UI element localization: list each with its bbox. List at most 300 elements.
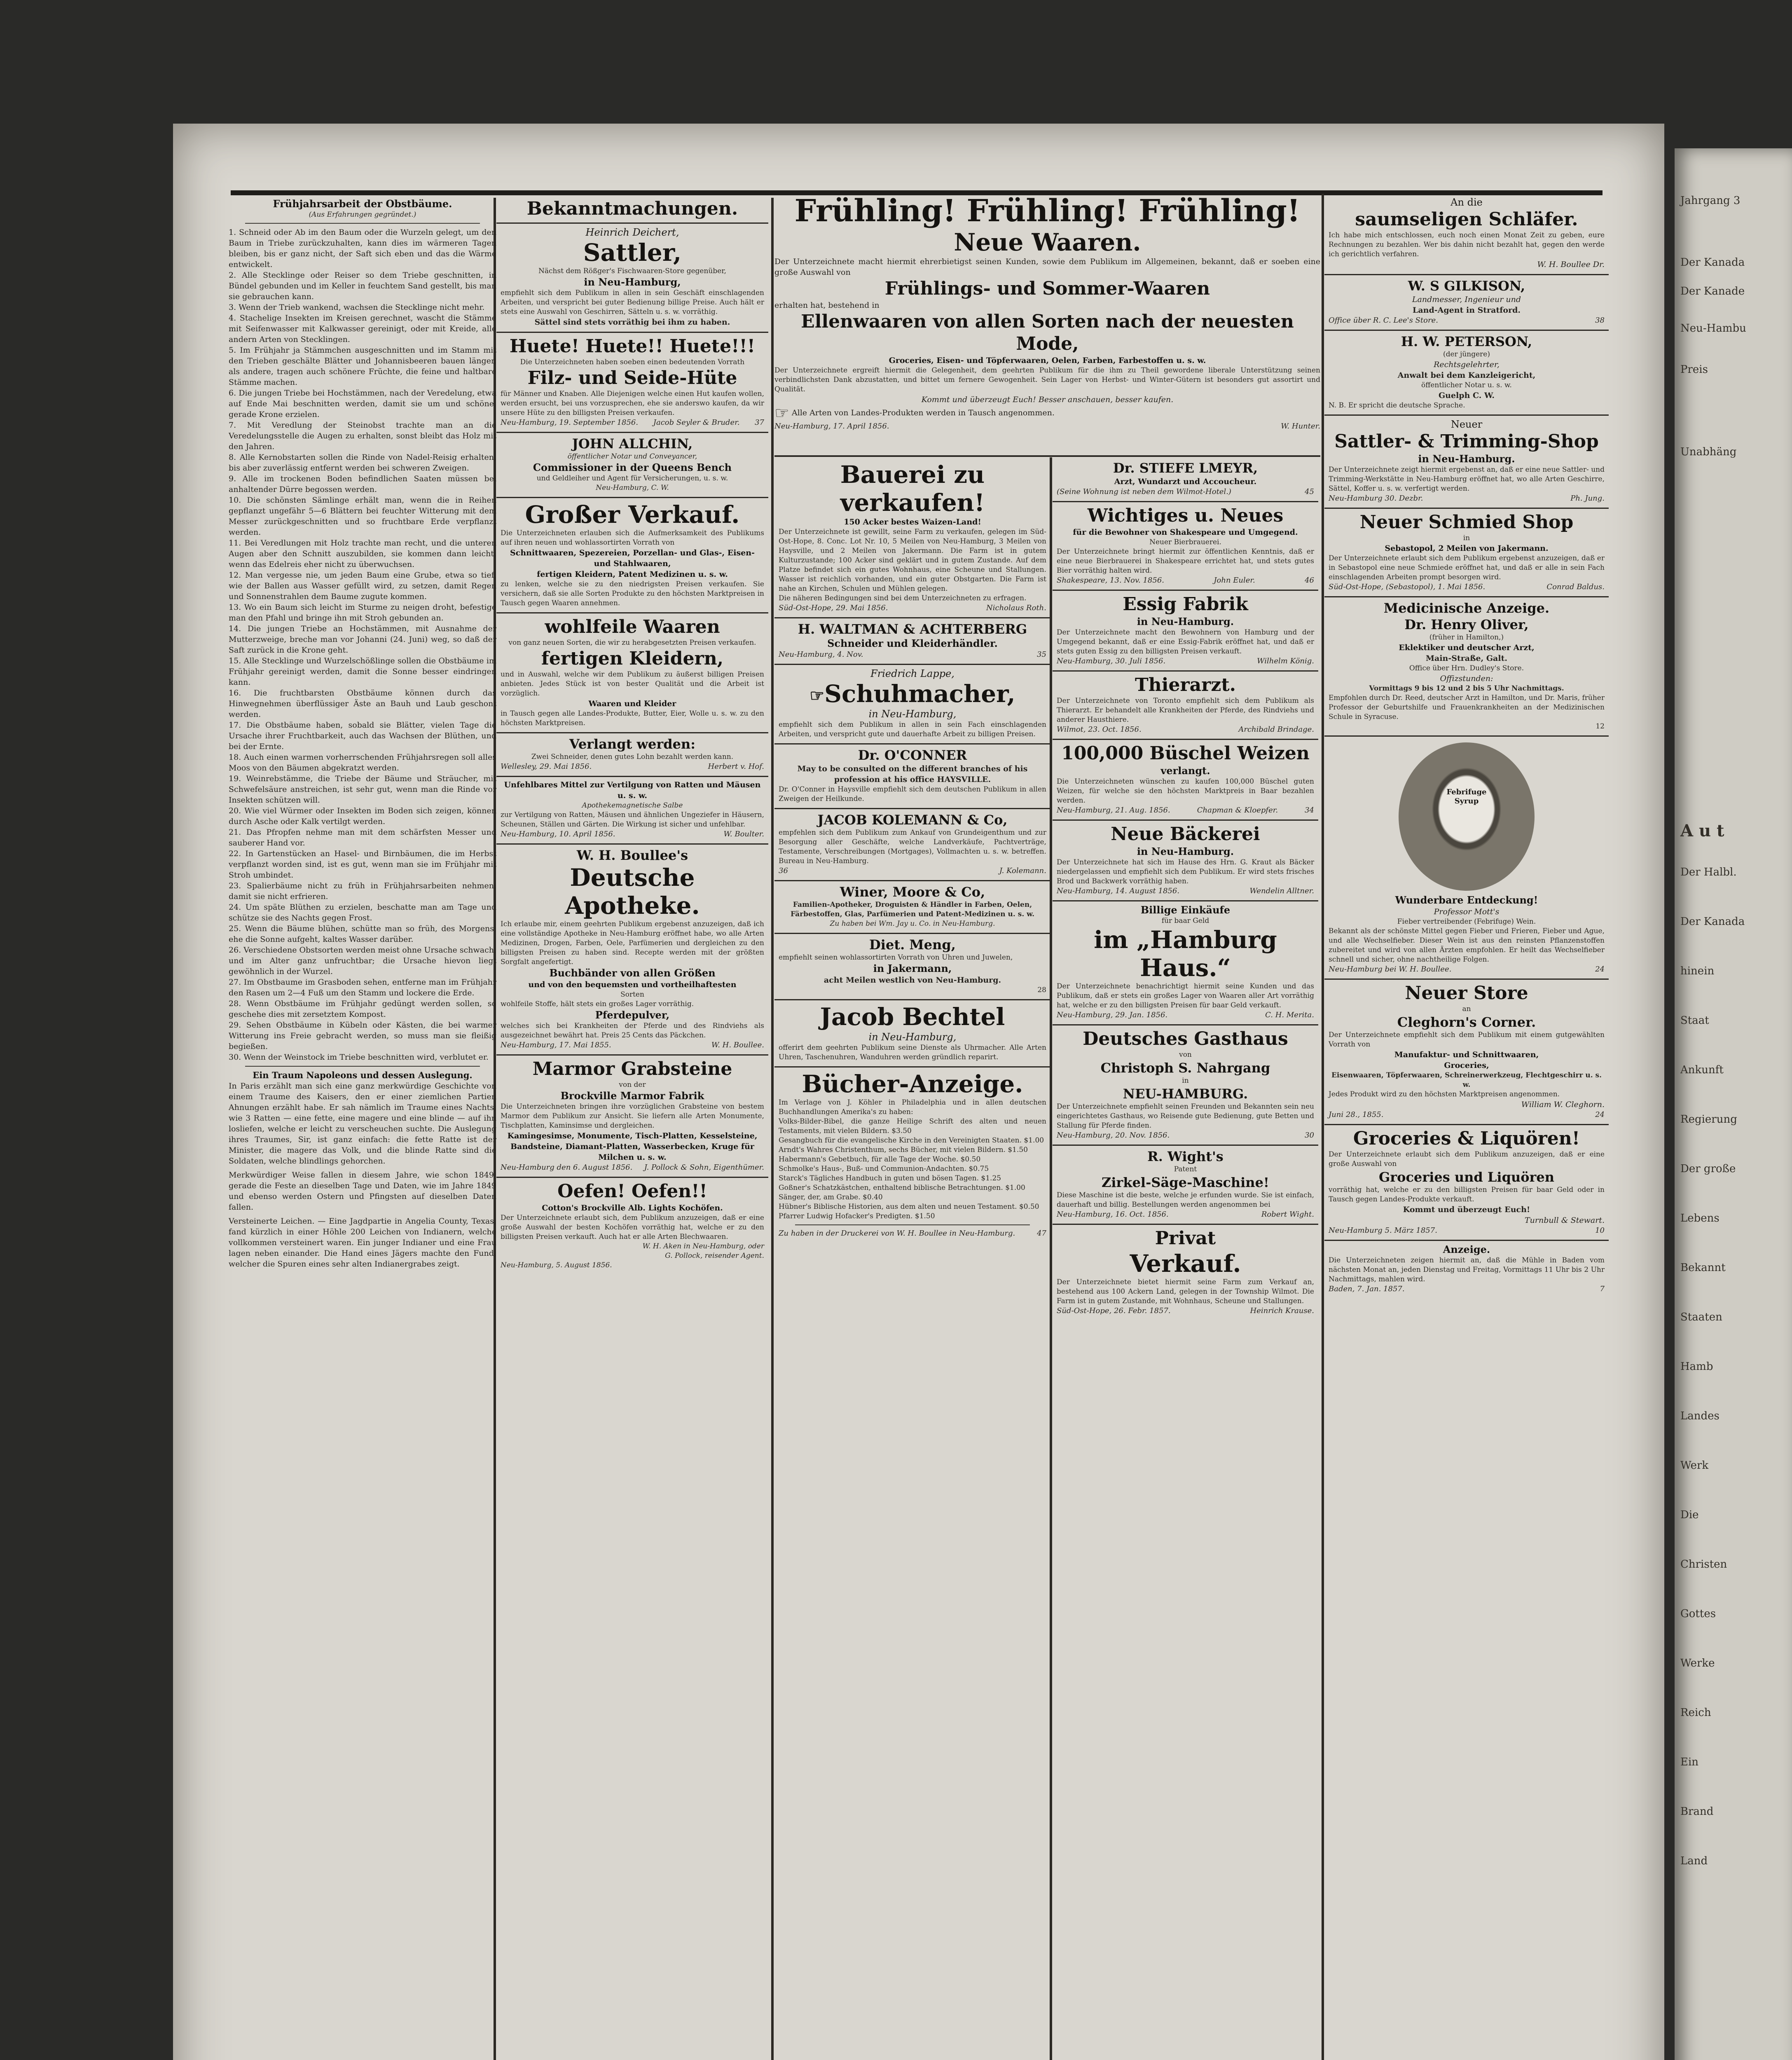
- ad-wichtiges-neues: [1053, 502, 1318, 591]
- ad-number: 28: [1037, 986, 1046, 994]
- ad-title: Verkauf.: [1130, 1250, 1241, 1278]
- ad-title: Oefen! Oefen!!: [557, 1181, 707, 1202]
- ad-deutsches-gasthaus: [1053, 1025, 1318, 1146]
- ad-subtitle: Filz- und Seide-Hüte: [527, 368, 737, 389]
- column-divider: [771, 198, 774, 2060]
- ad-rattengift: [496, 777, 768, 845]
- ad-neuer-schmied: [1324, 509, 1609, 597]
- ad-bauerei: [774, 458, 1050, 618]
- ad-items: Schnittwaaren, Spezereien, Porzellan- und Glas-, Eisen- und Stahlwaaren,: [510, 548, 755, 568]
- ad-title: Privat: [1155, 1228, 1216, 1249]
- ad-place: in Neu-Hamburg.: [1418, 453, 1515, 465]
- list-item: Schmolke's Haus-, Buß- und Communion-Andachten. $0.75: [779, 1165, 989, 1173]
- ad-body: vorräthig hat, welche er zu den billigsten Preisen für baar Geld oder in Tausch gegen Landes-Produkte verkauft.: [1329, 1186, 1605, 1203]
- ad-date: Neu-Hamburg, 5. August 1856.: [501, 1261, 612, 1269]
- ad-body: Der Unterzeichnete bringt hiermit zur öffentlichen Kenntnis, daß er eine neue Bierbrauerei in Shakespeare errichtet hat, und stets gutes Bier vorräthig halten wird.: [1057, 548, 1314, 575]
- ad-place: in Jakermann,: [873, 962, 952, 974]
- ad-date: Süd-Ost-Hope, (Sebastopol), 1. Mai 1856.: [1329, 583, 1486, 591]
- ad-sub: Office über R. C. Lee's Store.: [1329, 316, 1438, 325]
- ad-peterson: [1324, 331, 1609, 416]
- ad-body: für Männer und Knaben. Alle Diejenigen welche einen Hut kaufen wollen, werden ersucht, bei uns vorzusprechen, ehe sie anderswo kaufen, da wir unsere Hüte zu den billigsten Preisen verkaufen.: [501, 390, 764, 417]
- paragraph: 24. Um späte Blüthen zu erzielen, beschatte man am Tage und schütze sie des Nachts gegen Frost.: [229, 903, 496, 922]
- paragraph: 17. Die Obstbäume haben, sobald sie Blätter, vielen Tage die Ursache ihrer Fruchtbarkeit, auch das Wachsen der Blüthen, und bei der Ernte.: [229, 721, 496, 751]
- right-fragment-line: Lebens: [1680, 1212, 1719, 1224]
- ad-note: Kommt und überzeugt Euch!: [1403, 1205, 1530, 1214]
- paragraph: 13. Wo ein Baum sich leicht im Sturme zu neigen droht, befestige man den Pfahl und bringe ihn mit Stroh gebunden an.: [229, 603, 496, 623]
- ad-buecher-anzeige: [774, 1067, 1050, 1243]
- ad-place: Guelph C. W.: [1438, 391, 1495, 400]
- paragraph: 27. Im Obstbaume im Grasboden sehen, entferne man im Frühjahr den Rasen um 2—4 Fuß um den Stamm und lockere die Erde.: [229, 978, 496, 997]
- ad-body: Der Unterzeichnete hat sich im Hause des Hrn. G. Kraut als Bäcker niedergelassen und empfiehlt sich dem Publikum. Er wird stets frisches Brod und Backwerk vorräthig haben.: [1057, 858, 1314, 885]
- right-fragment-line: Land: [1680, 1855, 1708, 1867]
- ad-items: Eisenwaaren, Töpferwaaren, Schreinerwerkzeug, Flechtgeschirr u. s. w.: [1331, 1071, 1602, 1089]
- ad-title: Winer, Moore & Co,: [840, 884, 985, 900]
- ad-sub: Familien-Apotheker, Droguisten & Händler in Farben, Oelen, Färbestoffen, Glas, Parfümerien und Patent-Medizinen u. s. w.: [790, 901, 1035, 918]
- right-fragment-line: Der Kanade: [1680, 285, 1745, 297]
- ad-big: Groceries und Liquören: [1378, 1169, 1555, 1185]
- ad-body: zur Vertilgung von Ratten, Mäusen und ähnlichen Ungeziefer in Häusern, Scheunen, Ställen und Gärten. Die Wirkung ist sicher und unfehlbar.: [501, 811, 764, 829]
- column-1-fruit-trees: [229, 198, 496, 2060]
- ad-date: Juni 28., 1855.: [1329, 1110, 1384, 1119]
- ad-sign: G. Pollock, reisender Agent.: [665, 1252, 764, 1260]
- right-fragment-line: Der Kanada: [1680, 256, 1745, 269]
- ad-number: 45: [1305, 487, 1314, 496]
- right-fragment-line: Ankunft: [1680, 1064, 1724, 1076]
- ad-sub: (früher in Hamilton,): [1429, 633, 1504, 641]
- article-title: Frühjahrsarbeit der Obstbäume.: [273, 198, 452, 210]
- ad-sign: Turnbull & Stewart.: [1524, 1216, 1605, 1225]
- ad-date: Neu-Hamburg, 20. Nov. 1856.: [1057, 1131, 1170, 1140]
- paragraph: 28. Wenn Obstbäume im Frühjahr gedüngt werden sollen, so geschehe dies mit zersetztem Kompost.: [229, 999, 496, 1019]
- ad-lead: Nächst dem Rößger's Fischwaaren-Store gegenüber,: [538, 267, 726, 275]
- ad-number: 10: [1595, 1226, 1605, 1235]
- list-item: Pfarrer Ludwig Hofacker's Predigten. $1.50: [779, 1212, 935, 1220]
- story-body: Versteinerte Leichen. — Eine Jagdpartie in Angelia County, Texas, fand kürzlich in einer Höhle 200 Leichen von Indianern, welche vollkommen versteinert waren. Ein junger Indianer und eine Frau lagen neben einander. Die Hand eines Jägers machte den Fund, welcher die Spuren eines sehr alten Indianergrabes zeigt.: [229, 1217, 496, 1269]
- ad-neue-baeckerei: [1053, 821, 1318, 901]
- ad-sign: Ph. Jung.: [1570, 494, 1605, 503]
- adjacent-page-fragment: [1675, 148, 1792, 2060]
- ad-title: Jacob Bechtel: [820, 1003, 1005, 1031]
- ad-body: Zu haben bei Wm. Jay u. Co. in Neu-Hamburg.: [830, 920, 995, 928]
- ad-title: Neue Bäckerei: [1111, 824, 1260, 845]
- ad-title: Essig Fabrik: [1123, 594, 1248, 615]
- pointing-hand-icon: ☞: [774, 404, 789, 423]
- ad-body: Der Unterzeichnete benachrichtigt hiermit seine Kunden und das Publikum, daß er stets ein großes Lager von Waaren aller Art vorräthig hat, welche er zu den billigsten Preisen für baar Geld verkauft.: [1057, 982, 1314, 1009]
- paragraph: 6. Die jungen Triebe bei Hochstämmen, nach der Veredelung, etwa auf Ende Mai beschnitten werden, damit sie um und schöne, gerade Krone erzielen.: [229, 389, 496, 419]
- ad-body: Die Unterzeichneten wünschen zu kaufen 100,000 Büschel guten Weizen, für welche sie den höchsten Marktpreis in Baar bezahlen werden.: [1057, 777, 1314, 805]
- ad-title: JACOB KOLEMANN & Co,: [817, 812, 1008, 828]
- list-item: Sänger, der, am Grabe. $0.40: [779, 1193, 883, 1201]
- ad-items: Manufaktur- und Schnittwaaren,: [1394, 1050, 1539, 1059]
- ad-title: Bücher-Anzeige.: [802, 1070, 1023, 1098]
- paragraph: 19. Weinrebstämme, die Triebe der Bäume und Sträucher, mit Schwefelsäure anstreichen, ist sehr gut, wenn man die Rinde vor Insekten schützen will.: [229, 774, 496, 805]
- story-body: In Paris erzählt man sich eine ganz merkwürdige Geschichte von einem Traume des Kaisers, den er einer ziemlichen Partien Ahnungen erzählt habe. Er sah nämlich im Traume eines Nachts, wie 3 Ratten — eine fette, eine magere und eine blinde — auf ihn losliefen, welche er leicht zu verscheuchen suchte. Die Auslegung ihres Traumes, Sir, ist ganz einfach: die fette Ratte ist der Minister, die magere das Volk, und die blinde Ratte sind die Soldaten, welche blindlings gehorchen.: [229, 1082, 496, 1166]
- ad-anzeige-muehle: [1324, 1241, 1609, 1298]
- ad-note-text: Alle Arten von Landes-Produkten werden in Tausch angenommen.: [791, 408, 1055, 417]
- list-item: Goßner's Schatzkästchen, enthaltend biblische Betrachtungen. $1.00: [779, 1184, 1025, 1192]
- right-fragment-line: Bekannt: [1680, 1262, 1726, 1274]
- ad-sign: John Euler.: [1214, 576, 1255, 585]
- ad-body: Ich habe mich entschlossen, euch noch einen Monat Zeit zu geben, eure Rechnungen zu bezahlen. Wer bis dahin nicht bezahlt hat, gegen den werde ich gerichtlich verfahren.: [1329, 231, 1605, 258]
- ad-title: wohlfeile Waaren: [545, 616, 720, 637]
- ad-head: Neuer: [1450, 419, 1483, 430]
- right-fragment-line: Ein: [1680, 1756, 1699, 1768]
- ad-items: fertigen Kleidern, Patent Medizinen u. s. w.: [537, 570, 728, 579]
- ad-date: Süd-Ost-Hope, 26. Febr. 1857.: [1057, 1306, 1171, 1315]
- ad-body: (Seine Wohnung ist neben dem Wilmot-Hotel.): [1057, 487, 1231, 496]
- ad-title: Diet. Meng,: [869, 937, 956, 953]
- list-item: Hübner's Biblische Historien, aus dem alten und neuen Testament. $0.50: [779, 1203, 1039, 1211]
- ad-title: Medicinische Anzeige.: [1383, 600, 1550, 616]
- ad-role: und Geldleiher und Agent für Versicherungen, u. s. w.: [536, 474, 728, 482]
- right-fragment-line: Der Halbl.: [1680, 866, 1737, 878]
- ad-title-text: Schuhmacher,: [824, 680, 1015, 708]
- ad-neuer-store: [1324, 980, 1609, 1125]
- ad-sign: W. Boulter.: [723, 830, 764, 838]
- ad-number: 7: [1600, 1285, 1605, 1293]
- ad-body: empfiehlt seinen wohlassortirten Vorrath von Uhren und Juwelen,: [779, 953, 1013, 962]
- ad-place: Neu-Hamburg, C. W.: [596, 484, 669, 492]
- ad-note: Kommt und überzeugt Euch! Besser anschauen, besser kaufen.: [921, 395, 1174, 404]
- ad-title: Dr. O'CONNER: [858, 747, 967, 763]
- ad-sub: Brockville Marmor Fabrik: [560, 1090, 704, 1102]
- ad-body: Der Unterzeichnete zeigt hiermit ergebenst an, daß er eine neue Sattler- und Trimming-Werkstätte in Neu-Hamburg eröffnet hat, wo alle Arten Geschirre, Sättel, Koffer u. s. w. verfertigt werden.: [1329, 466, 1605, 493]
- ad-place: in: [1463, 534, 1470, 542]
- ad-body: Der Unterzeichnete bietet hiermit seine Farm zum Verkauf an, bestehend aus 100 Ackern Land, gelegen in der Township Wilmot. Die Farm ist in gutem Zustande, mit Wohnhaus, Scheune und Stallungen.: [1057, 1278, 1314, 1305]
- ad-date: Neu-Hamburg, 30. Juli 1856.: [1057, 657, 1166, 665]
- ad-schuhmacher: [774, 665, 1050, 744]
- ad-sub: für baar Geld: [1161, 917, 1209, 925]
- paragraph: 12. Man vergesse nie, um jeden Baum eine Grube, etwa so tief, wie der Ballen aus Wasser gefüllt wird, zu setzen, damit Regen und Sonnenstrahlen dem Baume zugute kommen.: [229, 571, 496, 601]
- ad-body: Diese Maschine ist die beste, welche je erfunden wurde. Sie ist einfach, dauerhaft und billig. Bestellungen werden angenommen bei: [1057, 1191, 1314, 1209]
- ad-waltman: [774, 618, 1050, 665]
- ad-zirkel-saege: [1053, 1146, 1318, 1225]
- ad-lead: Der Unterzeichnete macht hiermit ehrerbietigst seinen Kunden, sowie dem Publikum im Allgemeinen, bekannt, daß er soeben eine große Auswahl von: [774, 257, 1320, 277]
- ad-title: Groceries & Liquören!: [1353, 1128, 1580, 1149]
- ad-date: Neu-Hamburg, 19. September 1856.: [501, 418, 639, 427]
- ad-sub: Neuer Bierbrauerei.: [1149, 538, 1221, 546]
- ad-place: in Neu-Hamburg,: [868, 708, 957, 720]
- ad-wohlfeile-waaren: [496, 613, 768, 733]
- ad-sign: Conrad Baldus.: [1546, 583, 1605, 591]
- list-item: Volks-Bilder-Bibel, die ganze Heilige Schrift des alten und neuen Testaments, mit vielen Bildern. $3.50: [779, 1117, 1046, 1135]
- ad-dr-stiefelmeyr: [1053, 457, 1318, 502]
- ad-body: Die Unterzeichneten bringen ihre vorzüglichen Grabsteine von bestem Marmor dem Publikum zur Ansicht. Sie liefern alle Arten Monumente, Tischplatten, Kaminsimse und dergleichen.: [501, 1103, 764, 1130]
- right-fragment-line: Regierung: [1680, 1113, 1737, 1126]
- paragraph: 7. Mit Veredlung der Steinobst trachte man an die Veredelungsstelle die Augen zu erhalten, sonst bleibt das Holz mit den Jahren.: [229, 421, 496, 451]
- ad-head: An die: [1450, 197, 1483, 208]
- ad-sign: J. Kolemann.: [999, 866, 1046, 875]
- paragraph: 25. Wenn die Bäume blühen, schütte man so früh, des Morgens, ehe die Sonne aufgeht, kaltes Wasser darüber.: [229, 924, 496, 944]
- ad-sub: Anwalt bei dem Kanzleigericht,: [1397, 371, 1536, 380]
- ad-lead: erhalten hat, bestehend in: [774, 301, 880, 310]
- ad-sign: W. H. Aken in Neu-Hamburg, oder: [642, 1242, 764, 1250]
- ad-place: in Neu-Hamburg.: [1137, 616, 1234, 627]
- ad-place: in Neu-Hamburg.: [1137, 845, 1234, 857]
- list-item: Starck's Tägliches Handbuch in guten und bösen Tagen. $1.25: [779, 1174, 1001, 1182]
- paragraph: 22. In Gartenstücken an Hasel- und Birnbäumen, die im Herbst verpflanzt worden sind, ist es gut, wenn man sie im Frühjahr mit Stroh umbindet.: [229, 849, 496, 880]
- ad-lead: Die Unterzeichneten haben soeben einen bedeutenden Vorrath: [520, 358, 745, 366]
- ad-note: N. B. Er spricht die deutsche Sprache.: [1329, 401, 1465, 410]
- right-fragment-line: Unabhäng: [1680, 446, 1737, 458]
- paragraph: 5. Im Frühjahr ja Stämmchen ausgeschnitten und im Stamm mit den Trieben geschälte Blätter und Johannisbeeren bauen länger, als andere, tragen auch schönere Früchte, die feine und haltbare Stämme machen.: [229, 346, 496, 387]
- ad-title: Neuer Store: [1405, 983, 1528, 1004]
- ad-sub: Pferdepulver,: [595, 1009, 670, 1021]
- ad-body: Die Unterzeichneten zeigen hiermit an, daß die Mühle in Baden vom nächsten Monat an, jeden Dienstag und Freitag, Vormittags 11 Uhr bis 2 Uhr Nachmittags, mahlen wird.: [1329, 1256, 1605, 1283]
- pointing-hand-icon: ☞: [809, 686, 825, 705]
- ad-lead: von ganz neuen Sorten, die wir zu herabgesetzten Preisen verkaufen.: [508, 639, 756, 647]
- ad-diet-meng: [774, 934, 1050, 1000]
- ad-sub: Apothekemagnetische Salbe: [582, 801, 683, 810]
- ad-title: Großer Verkauf.: [525, 501, 740, 529]
- right-fragment-line: Landes: [1680, 1410, 1719, 1422]
- column-4-ads: [1053, 457, 1318, 2060]
- febrifuge-emblem-icon: [1399, 742, 1535, 891]
- ad-body: empfehlen sich dem Publikum zum Ankauf von Grundeigenthum und zur Besorgung aller Geschäfte, welche Landverkäufe, Pachtverträge, Testamente, Verschreibungen (Mortgages), Vollmachten u. s. w. betreffen. Bureau in Neu-Hamburg.: [779, 829, 1046, 865]
- paragraph: 30. Wenn der Weinstock im Triebe beschnitten wird, verblutet er.: [229, 1053, 489, 1062]
- ad-date: Baden, 7. Jan. 1857.: [1329, 1285, 1405, 1293]
- ad-date: Neu-Hamburg, 21. Aug. 1856.: [1057, 806, 1170, 815]
- paragraph: 4. Stachelige Insekten im Kreisen gerechnet, wascht die Stämme mit Seifenwasser mit Kalkwasser gereinigt, oder mit Kreide, alle andern Arten von Stecklingen.: [229, 314, 496, 344]
- ad-body: May to be consulted on the different branches of his profession at his office HAYSVILLE.: [797, 764, 1028, 784]
- right-fragment-line: Christen: [1680, 1558, 1727, 1571]
- ad-sub: Office über Hrn. Dudley's Store.: [1409, 664, 1524, 672]
- paragraph: 9. Alle im trockenen Boden befindlichen Saaten müssen bei anhaltender Dürre begossen werden.: [229, 474, 496, 494]
- ad-role: Commissioner in der Queens Bench: [533, 461, 732, 473]
- ad-title: Wichtiges u. Neues: [1087, 505, 1284, 526]
- ad-sub: Land-Agent in Stratford.: [1413, 306, 1521, 315]
- ad-marmor-grabsteine: [496, 1056, 768, 1178]
- list-item: Gesangbuch für die evangelische Kirche in den Vereinigten Staaten. $1.00: [779, 1136, 1044, 1145]
- ad-title: H. WALTMAN & ACHTERBERG: [798, 621, 1027, 637]
- story-body: Merkwürdiger Weise fallen in diesem Jahre, wie schon 1849, gerade die Feste an dieselben Tage und Daten, wie im Jahre 1849 und ebenso werden Ostern und Pfingsten auf dieselben Daten fallen.: [229, 1170, 496, 1212]
- ad-body: Im Verlage von J. Köhler in Philadelphia und in allen deutschen Buchhandlungen Amerika's zu haben:: [779, 1098, 1046, 1116]
- ad-body: Empfohlen durch Dr. Reed, deutscher Arzt in Hamilton, und Dr. Maris, früher Professor der Geburtshilfe und Frauenkrankheiten an der Medizinischen Schule in Syracuse.: [1329, 694, 1605, 721]
- right-fragment-line: Brand: [1680, 1805, 1714, 1818]
- book-list: [779, 1117, 1046, 1221]
- ad-place: NEU-HAMBURG.: [1123, 1086, 1248, 1102]
- ad-body: Der Unterzeichnete erlaubt sich dem Publikum ergebenst anzuzeigen, daß er in Sebastopol eine neue Schmiede eröffnet hat, und daß er alle in sein Fach einschlagenden Arbeiten prompt besorgen wird.: [1329, 554, 1605, 581]
- ad-sub: an: [1462, 1005, 1471, 1013]
- ad-date: Süd-Ost-Hope, 29. Mai 1856.: [779, 604, 888, 612]
- ad-goods: Frühlings- und Sommer-Waaren: [884, 278, 1210, 299]
- ad-title: Unfehlbares Mittel zur Vertilgung von Ratten und Mäusen u. s. w.: [504, 780, 761, 800]
- ad-gilkison: [1324, 275, 1609, 331]
- ad-sign: W. H. Boullee.: [711, 1041, 764, 1049]
- ad-date: Neu-Hamburg 5. März 1857.: [1329, 1226, 1437, 1235]
- right-fragment-line: Staat: [1680, 1014, 1709, 1027]
- masthead: Bekanntmachungen.: [496, 198, 768, 224]
- ad-title: Deutsche Apotheke.: [565, 864, 700, 920]
- ad-body: Der Unterzeichnete von Toronto empfiehlt sich dem Publikum als Thierarzt. Er behandelt alle Krankheiten der Pferde, des Rindviehs und anderer Hausthiere.: [1057, 697, 1314, 724]
- ad-name: Heinrich Deichert,: [585, 227, 679, 238]
- article-subtitle: (Aus Erfahrungen gegründet.): [309, 211, 416, 219]
- paragraph: 8. Alle Kernobstarten sollen die Rinde von Nadel-Reisig erhalten, bis aber zuverlässig entfernt werden bei schweren Zweigen.: [229, 453, 496, 473]
- right-fragment-line: Der Kanada: [1680, 915, 1745, 928]
- ad-date: Neu-Hamburg, 17. Mai 1855.: [501, 1041, 611, 1049]
- ad-title: Huete! Huete!! Huete!!!: [509, 336, 756, 357]
- ad-body: Der Unterzeichnete empfiehlt seinen Freunden und Bekannten sein neu eingerichtetes Gasthaus, wo Reisende gute Bedienung, gute Betten und Stallung für Pferde finden.: [1057, 1103, 1314, 1130]
- ad-body: zu lenken, welche sie zu den niedrigsten Preisen verkaufen. Sie versichern, daß sie alle Sorten Produkte zu den höchsten Marktpreisen in Tausch gegen Waaren annehmen.: [501, 580, 764, 607]
- ad-subtitle: Neue Waaren.: [954, 228, 1141, 256]
- divider: [795, 1224, 1030, 1225]
- paragraph: 2. Alle Stecklinge oder Reiser so dem Triebe geschnitten, in Bündel gebunden und im Keller in feuchtem Sand gestellt, bis man sie gebrauchen kann.: [229, 271, 496, 301]
- paragraph: 21. Das Pfropfen nehme man mit dem schärfsten Messer und sauberer Hand vor.: [229, 828, 496, 847]
- ad-date: Neu-Hamburg 30. Dezbr.: [1329, 494, 1423, 503]
- ad-sub: Schneider und Kleiderhändler.: [827, 637, 998, 649]
- paragraph: 3. Wenn der Trieb wankend, wachsen die Stecklinge nicht mehr.: [229, 303, 485, 312]
- ad-body: Die näheren Bedingungen sind bei dem Unterzeichneten zu erfragen.: [779, 594, 1027, 602]
- paragraph: 11. Bei Veredlungen mit Holz trachte man recht, und die unteren Augen aber den Schnitt auszubilden, sie kommen dann leicht, wenn das Edelreis eher nicht zu überwuchsen.: [229, 538, 496, 569]
- ad-sign: William W. Cleghorn.: [1521, 1100, 1605, 1109]
- ad-title: Marmor Grabsteine: [532, 1058, 732, 1079]
- ad-thierarzt: [1053, 672, 1318, 740]
- ad-number: 36: [779, 866, 788, 875]
- list-item: Arndt's Wahres Christenthum, sechs Bücher, mit vielen Bildern. $1.50: [779, 1146, 1028, 1154]
- right-fragment-line: Der große: [1680, 1163, 1736, 1175]
- ad-role: öffentlicher Notar und Conveyancer,: [567, 452, 697, 461]
- right-fragment-line: Preis: [1680, 363, 1708, 376]
- paragraph: 15. Alle Stecklinge und Wurzelschößlinge sollen die Obstbäume im Frühjahr gereinigt werden, damit die Sonne besser eindringen kann.: [229, 656, 496, 687]
- ad-medicinische-anzeige: [1324, 597, 1609, 737]
- ad-title: Sattler,: [583, 239, 682, 267]
- ad-grosser-verkauf: [496, 498, 768, 613]
- ad-place: in Neu-Hamburg,: [868, 1031, 957, 1043]
- ad-sign: Wendelin Alltner.: [1249, 887, 1314, 895]
- right-fragment-line: Werk: [1680, 1459, 1709, 1472]
- divider: [245, 223, 480, 224]
- ad-sub: von: [1179, 1051, 1192, 1059]
- paragraph: 23. Spalierbäume nicht zu früh in Frühjahrsarbeiten nehmen, damit sie nicht erfrieren.: [229, 881, 496, 901]
- ad-name: Friedrich Lappe,: [870, 668, 954, 679]
- ad-number: 34: [1305, 806, 1314, 815]
- ad-sign: Archibald Brindage.: [1238, 725, 1314, 734]
- paragraph: 20. Wie viel Würmer oder Insekten im Boden sich zeigen, können durch Asche oder Kalk vertilgt werden.: [229, 806, 496, 826]
- ad-title: Frühling! Frühling! Frühling!: [794, 194, 1301, 229]
- ad-sign: J. Pollock & Sohn, Eigenthümer.: [644, 1163, 764, 1172]
- ad-title: Dr. STIEFE LMEYR,: [1113, 460, 1258, 476]
- ad-sign: Wilhelm König.: [1257, 657, 1314, 665]
- ad-number: 37: [755, 418, 764, 427]
- ad-date: Neu-Hamburg, 10. April 1856.: [501, 830, 615, 838]
- ad-body: Dr. O'Conner in Haysville empfiehlt sich dem deutschen Publikum in allen Zweigen der Heilkunde.: [779, 785, 1046, 803]
- ad-title: [779, 680, 1046, 708]
- ad-allchin: [496, 433, 768, 498]
- ad-footer: Zu haben in der Druckerei von W. H. Boullee in Neu-Hamburg.: [779, 1229, 1015, 1238]
- ad-body: Zwei Schneider, denen gutes Lohn bezahlt werden kann.: [531, 753, 734, 761]
- story-title: Ein Traum Napoleons und dessen Auslegung.: [253, 1070, 473, 1080]
- ad-big: Ellenwaaren von allen Sorten nach der neuesten Mode,: [801, 311, 1294, 354]
- ad-body: empfiehlt sich dem Publikum in allen in sein Geschäft einschlagenden Arbeiten, und verspricht bei guter Bedienung billige Preise. Auch hält er stets eine Auswahl von Geschirren, Sätteln u. s. w. vorräthig.: [501, 289, 764, 316]
- ad-sign: Chapman & Kloepfer.: [1197, 806, 1278, 815]
- ad-saumselige-schlaefer: [1324, 194, 1609, 275]
- ad-body: Jedes Produkt wird zu den höchsten Marktpreisen angenommen.: [1329, 1090, 1560, 1098]
- ad-sub: Cotton's Brockville Alb. Lights Kochöfen.: [542, 1203, 723, 1213]
- ad-sub: Eklektiker und deutscher Arzt,: [1399, 643, 1535, 652]
- ad-sub: Offizstunden:: [1440, 674, 1493, 683]
- ad-sub: 150 Acker bestes Waizen-Land!: [844, 517, 981, 527]
- ad-items: Groceries,: [1444, 1061, 1489, 1070]
- ad-date: Wellesley, 29. Mai 1856.: [501, 762, 592, 771]
- ad-sub: von der: [619, 1081, 646, 1089]
- ad-date: Neu-Hamburg, 16. Oct. 1856.: [1057, 1210, 1169, 1219]
- list-item: Habermann's Gebetbuch, für alle Tage der Woche. $0.50: [779, 1155, 981, 1163]
- ad-sub: Vormittags 9 bis 12 und 2 bis 5 Uhr Nachmittags.: [1369, 684, 1564, 693]
- ad-items: Groceries, Eisen- und Töpferwaaren, Oelen, Farben, Farbestoffen u. s. w.: [889, 356, 1206, 365]
- ad-place: in Neu-Hamburg,: [584, 276, 681, 288]
- ad-sub: für die Bewohner von Shakespeare und Umgegend.: [1073, 528, 1298, 537]
- ad-title: Sattler- & Trimming-Shop: [1334, 431, 1599, 452]
- ad-body: empfiehlt sich dem Publikum in allen in sein Fach einschlagenden Arbeiten, und verspricht gute und dauerhafte Arbeit zu billigen Preisen.: [779, 721, 1046, 738]
- ad-number: 24: [1595, 1110, 1605, 1119]
- right-fragment-line: Staaten: [1680, 1311, 1722, 1323]
- ad-sign: Jacob Seyler & Bruder.: [653, 418, 740, 427]
- right-fragment-line: Die: [1680, 1509, 1699, 1521]
- ad-name: Professor Mott's: [1434, 907, 1500, 916]
- ad-verlangt: [496, 733, 768, 777]
- ad-title: Bauerei zu verkaufen!: [840, 461, 985, 517]
- divider: [245, 1066, 480, 1067]
- ad-big: im „Hamburg Haus.“: [1094, 926, 1277, 982]
- ad-sign: Heinrich Krause.: [1250, 1306, 1314, 1315]
- ad-name: Dr. Henry Oliver,: [1404, 617, 1529, 632]
- ad-items: Kamingesimse, Monumente, Tisch-Platten, Kesselsteine, Bandsteine, Diamant-Platten, Wasserbecken, Kruge für Milchen u. s. w.: [507, 1131, 758, 1162]
- ad-footer: Sättel sind stets vorräthig bei ihm zu haben.: [534, 318, 730, 327]
- ad-title: Neuer Schmied Shop: [1359, 512, 1574, 533]
- ad-fruehling-neue-waaren: [774, 194, 1320, 457]
- ad-body: Ich erlaube mir, einem geehrten Publikum ergebenst anzuzeigen, daß ich eine vollständige Apotheke in Neu-Hamburg eröffnet habe, wo alle Arten Medizinen, Drogen, Farben, Oele, Parfümerien und dergleichen zu den billigsten Preisen zu haben sind. Recepte werden mit der größten Sorgfalt angefertigt.: [501, 920, 764, 966]
- ad-date: Neu-Hamburg bei W. H. Boullee.: [1329, 965, 1452, 974]
- ad-sign: Nicholaus Roth.: [986, 604, 1046, 612]
- ad-place: in: [1182, 1077, 1189, 1085]
- ad-name: Christoph S. Nahrgang: [1100, 1060, 1270, 1076]
- ad-title: 100,000 Büschel Weizen: [1061, 743, 1310, 764]
- ad-winer-moore: [774, 881, 1050, 934]
- column-divider: [1322, 194, 1324, 2060]
- ad-number: 35: [1037, 650, 1046, 659]
- ad-title: fertigen Kleidern,: [541, 648, 724, 669]
- ad-title: Anzeige.: [1443, 1243, 1490, 1255]
- emblem-label: Febrifuge Syrup: [1446, 788, 1487, 805]
- ad-date: Neu-Hamburg den 6. August 1856.: [501, 1163, 633, 1172]
- ad-place: Cleghorn's Corner.: [1397, 1014, 1536, 1030]
- ad-place: Sebastopol, 2 Meilen von Jakermann.: [1385, 544, 1549, 553]
- ad-sub: öffentlicher Notar u. s. w.: [1421, 381, 1512, 389]
- ad-date: Neu-Hamburg, 17. April 1856.: [774, 422, 889, 431]
- ad-sub: Waaren und Kleider: [588, 699, 676, 708]
- ad-privat-verkauf: [1053, 1225, 1318, 1320]
- ad-body: und in Auswahl, welche wir dem Publikum zu äußerst billigen Preisen anbieten. Jedes Stück ist von bester Qualität und die Arbeit ist vorzüglich.: [501, 670, 764, 698]
- ad-body: Bekannt als der schönste Mittel gegen Fieber und Frieren, Fieber und Ague, und alle Wechselfieber. Dieser Wein ist aus den reinsten Pflanzenstoffen zubereitet und wird von allen Ärzten empfohlen. Er heilt das Wechselfieber schnell und sicher, ohne nachtheilige Folgen.: [1329, 927, 1605, 964]
- ad-title: Deutsches Gasthaus: [1083, 1028, 1288, 1049]
- ad-body: Der Unterzeichnete empfiehlt sich dem Publikum mit einem gutgewählten Vorrath von: [1329, 1031, 1605, 1049]
- ad-title: Wunderbare Entdeckung!: [1395, 894, 1538, 906]
- ad-sign: W. Hunter.: [1281, 422, 1320, 431]
- ad-number: 24: [1595, 965, 1605, 974]
- column-5-ads: [1324, 194, 1609, 2060]
- ad-number: 46: [1305, 576, 1314, 585]
- ad-number: 30: [1305, 1131, 1314, 1140]
- ad-body: welches sich bei Krankheiten der Pferde und des Rindviehs als ausgezeichnet bewährt hat. Preis 25 Cents das Päckchen.: [501, 1022, 764, 1039]
- paragraph: 29. Sehen Obstbäume in Kübeln oder Kästen, die bei warmer Witterung ins Freie gebracht werden, so muss man sie fleißig begießen.: [229, 1021, 496, 1051]
- ad-wunderbare-entdeckung: [1324, 737, 1609, 980]
- ad-number: 38: [1595, 316, 1605, 325]
- ad-sub: Arzt, Wundarzt und Accoucheur.: [1114, 477, 1257, 486]
- ad-sub: Main-Straße, Galt.: [1426, 654, 1507, 663]
- ad-date: Shakespeare, 13. Nov. 1856.: [1057, 576, 1164, 585]
- ad-body: Der Unterzeichnete ist gewillt, seine Farm zu verkaufen, gelegen im Süd-Ost-Hope, 8. Conc. Lot Nr. 10, 5 Meilen von Neu-Hamburg, 3 Meilen von Haysville, und 2 Meilen von Jakermann. Die Farm ist in gutem Kulturzustande; 100 Acker sind geklärt und in gutem Zustande. Auf dem Platze befindet sich ein gutes Wohnhaus, eine Scheune und Stallungen. Wasser ist reichlich vorhanden, und ein guter Obstgarten. Die Farm ist nahe an Kirchen, Schulen und Mühlen gelegen.: [779, 528, 1046, 593]
- divider: [774, 455, 1320, 457]
